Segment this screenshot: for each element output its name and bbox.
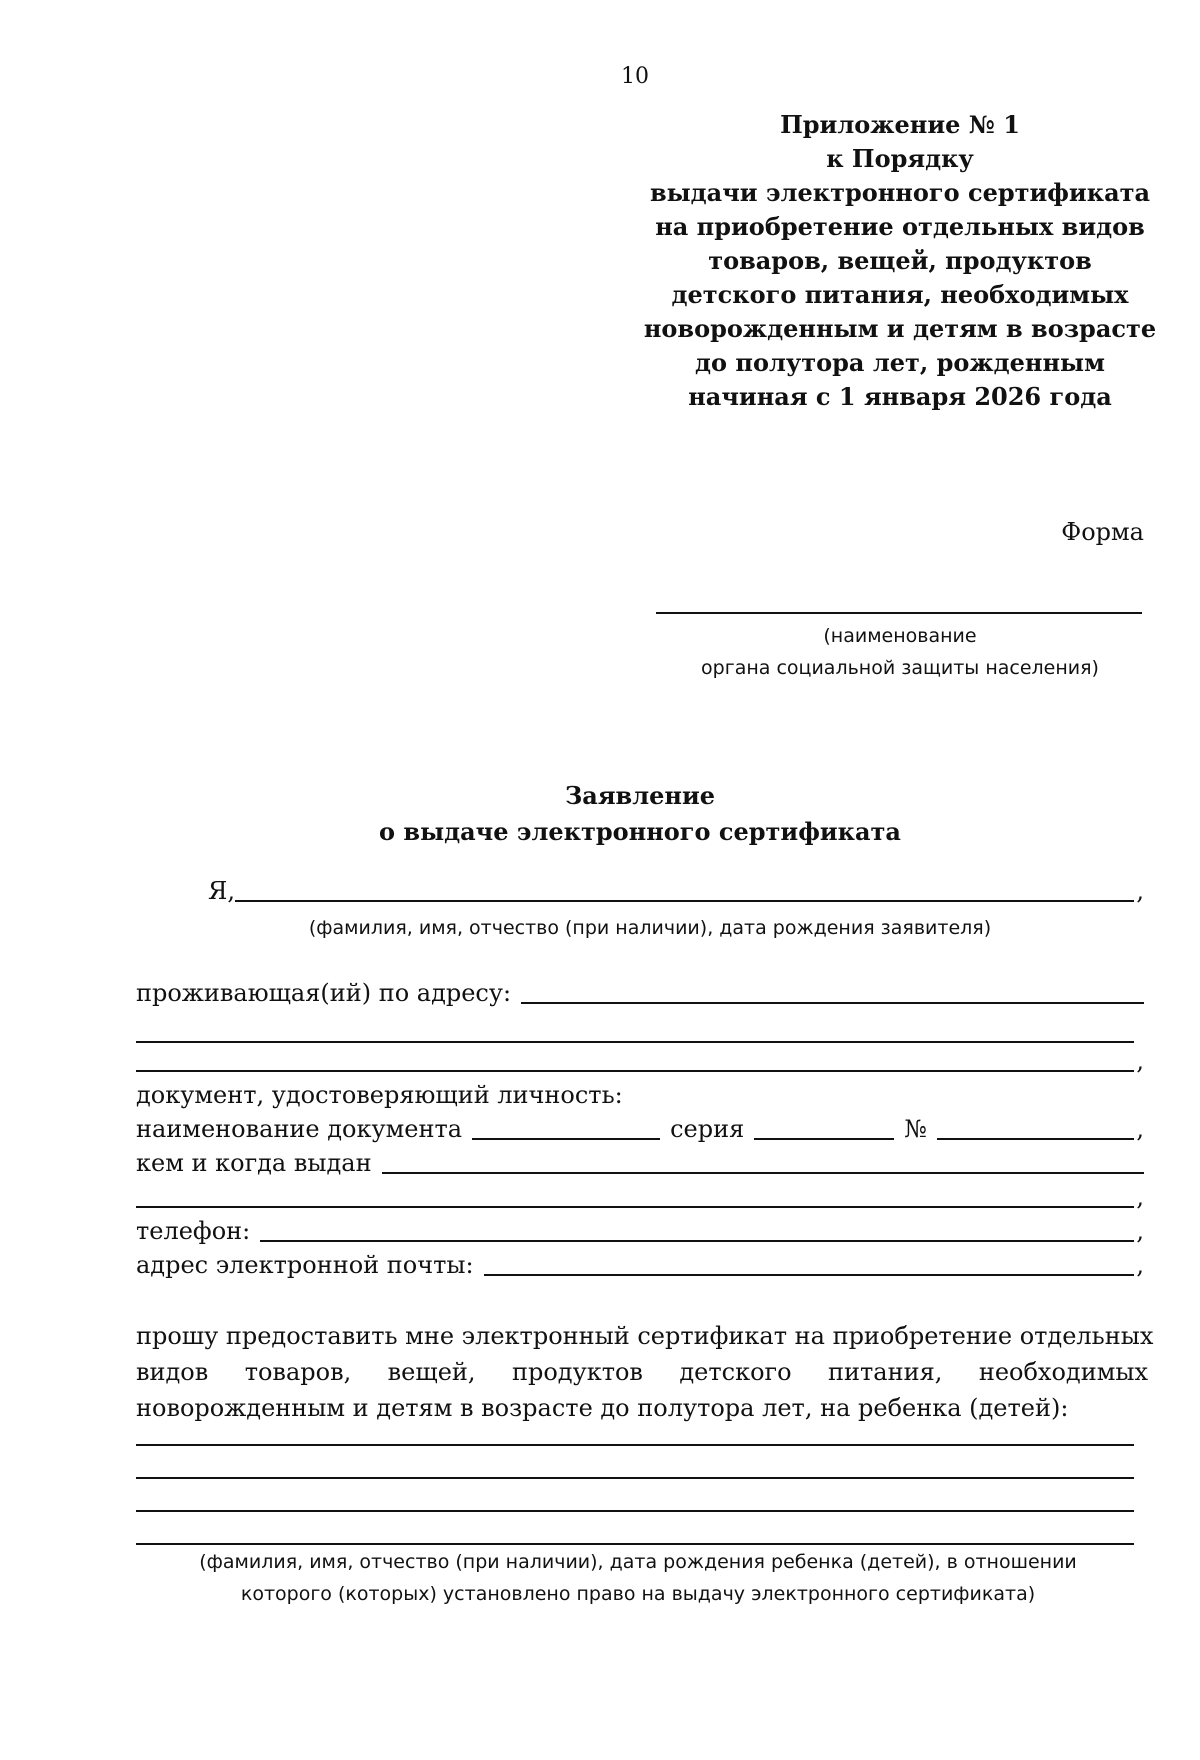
doc-name-field[interactable] [472, 1114, 660, 1140]
issued-row [136, 1148, 1144, 1178]
title-line: Заявление [564, 781, 716, 810]
phone-comma: , [1136, 1217, 1144, 1245]
doc-series-field[interactable] [754, 1114, 894, 1140]
issued-field-line-2[interactable] [136, 1182, 1134, 1208]
appendix-line: товаров, вещей, продуктов [708, 246, 1092, 275]
appendix-line: детского питания, необходимых [671, 280, 1129, 309]
applicant-row [208, 876, 1144, 906]
email-comma: , [1136, 1251, 1144, 1279]
address-field[interactable] [521, 978, 1144, 1004]
doc-name-label: наименование документа [136, 1115, 463, 1143]
appendix-line: на приобретение отдельных видов [655, 212, 1145, 241]
doc-number-comma: , [1136, 1115, 1144, 1143]
address-field-line-2[interactable] [136, 1041, 1134, 1043]
title-line: о выдаче электронного сертификата [379, 817, 901, 846]
org-name-field-line [656, 612, 1142, 614]
issued-comma: , [1136, 1183, 1144, 1211]
phone-label: телефон: [136, 1217, 251, 1245]
applicant-caption: (фамилия, имя, отчество (при наличии), дата рождения заявителя) [308, 917, 992, 939]
doc-number-field[interactable] [937, 1114, 1134, 1140]
id-doc-details-row [136, 1114, 1144, 1144]
applicant-name-field[interactable] [235, 876, 1134, 902]
request-line: прошу предоставить мне электронный сертификат на приобретение отдельных [136, 1322, 1154, 1350]
child-field-line-1[interactable] [136, 1444, 1134, 1446]
form-label: Форма [1061, 518, 1144, 546]
id-doc-heading-row [136, 1080, 1144, 1110]
child-field-line-3[interactable] [136, 1510, 1134, 1512]
appendix-header [640, 108, 1160, 414]
address-label: проживающая(ий) по адресу: [136, 979, 512, 1007]
doc-number-label: № [904, 1115, 927, 1143]
children-caption-line: (фамилия, имя, отчество (при наличии), дата рождения ребенка (детей), в отношении [199, 1551, 1077, 1573]
appendix-line: до полутора лет, рожденным [695, 348, 1105, 377]
address-row [136, 978, 1144, 1008]
issued-label: кем и когда выдан [136, 1149, 372, 1177]
request-paragraph [136, 1318, 1154, 1426]
address-field-line-3[interactable] [136, 1046, 1134, 1072]
email-label: адрес электронной почты: [136, 1251, 474, 1279]
address-row-3 [136, 1046, 1144, 1076]
appendix-line: к Порядку [826, 144, 974, 173]
applicant-prefix: Я, [208, 877, 236, 905]
request-line: новорожденным и детям в возрасте до полутора лет, на ребенка (детей): [136, 1394, 1069, 1422]
issued-row-2 [136, 1182, 1144, 1212]
appendix-line: выдачи электронного сертификата [649, 178, 1151, 207]
issued-field[interactable] [382, 1148, 1144, 1174]
page-number: 10 [621, 64, 649, 89]
children-caption-line: которого (которых) установлено право на выдачу электронного сертификата) [240, 1583, 1036, 1605]
phone-row [136, 1216, 1144, 1246]
appendix-line: начиная с 1 января 2026 года [688, 382, 1112, 411]
child-field-line-4[interactable] [136, 1543, 1134, 1545]
org-name-caption [640, 620, 1160, 684]
request-line: видов товаров, вещей, продуктов детского питания, необходимых [136, 1358, 1148, 1386]
id-doc-label: документ, удостоверяющий личность: [136, 1081, 623, 1109]
email-row [136, 1250, 1144, 1280]
email-field[interactable] [484, 1250, 1135, 1276]
appendix-line: новорожденным и детям в возрасте [643, 314, 1157, 343]
child-field-line-2[interactable] [136, 1477, 1134, 1479]
children-caption [136, 1546, 1140, 1610]
doc-series-label: серия [670, 1115, 745, 1143]
phone-field[interactable] [260, 1216, 1134, 1242]
appendix-line: Приложение № 1 [780, 110, 1020, 139]
document-title [240, 778, 1040, 850]
org-caption-line: органа социальной защиты населения) [701, 657, 1099, 679]
applicant-comma: , [1136, 877, 1144, 905]
org-caption-line: (наименование [823, 625, 977, 647]
address-comma: , [1136, 1047, 1144, 1075]
